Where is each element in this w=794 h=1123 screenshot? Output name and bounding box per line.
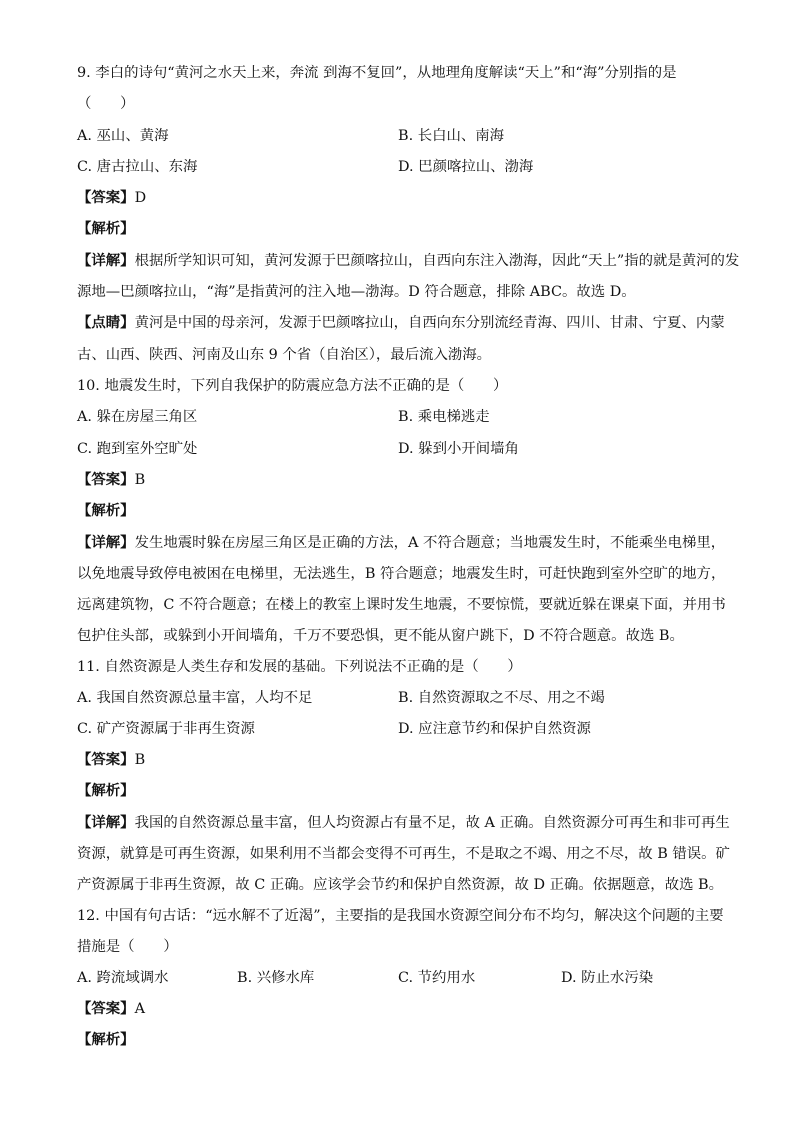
question-10-detail-line-3: 远离建筑物，C 不符合题意；在楼上的教室上课时发生地震，不要惊慌，要就近躲在课桌下面，并用书 [77,597,726,613]
question-12-analysis-tag: 【解析】 [77,1031,135,1048]
question-9-option-a: A. 巫山、黄海 [77,128,169,144]
answer-tag: 【答案】 [77,189,135,206]
question-12-option-b: B. 兴修水库 [237,970,315,986]
answer-value: D [134,190,147,206]
question-11-detail-line-1 [77,813,730,833]
question-12-option-d: D. 防止水污染 [561,970,654,986]
answer-tag: 【答案】 [77,471,135,488]
detail-text: 根据所学知识可知，黄河发源于巴颜喀拉山，自西向东注入渤海，因此“天上”指的就是黄河的发 [134,253,740,269]
question-9-note-line-1 [77,313,725,333]
question-9-option-b: B. 长白山、南海 [398,128,505,144]
question-10-detail-line-4: 包护住头部，或躲到小开间墙角，千万不要恐惧，更不能从窗户跳下，D 不符合题意。故选 B。 [77,628,684,644]
question-11-detail-line-3: 产资源属于非再生资源，故 C 正确。应该学会节约和保护自然资源，故 D 正确。依据题意，故选 B。 [77,877,724,893]
question-10-detail-line-2: 以免地震导致停电被困在电梯里，无法逃生，B 符合题意；地震发生时，可赶快跑到室外空旷的地方， [77,566,726,582]
answer-tag: 【答案】 [77,751,135,768]
question-12-option-a: A. 跨流域调水 [77,970,169,986]
question-10-detail-line-1 [77,533,725,553]
detail-text: 发生地震时躲在房屋三角区是正确的方法，A 不符合题意；当地震发生时，不能乘坐电梯里， [134,535,726,551]
question-11-analysis-tag: 【解析】 [77,782,135,799]
answer-value: B [134,472,146,488]
question-9-note-line-2: 古、山西、陕西、河南及山东 9 个省（自治区），最后流入渤海。 [77,347,492,363]
question-11-option-d: D. 应注意节约和保护自然资源 [398,721,591,737]
detail-tag: 【详解】 [77,252,135,269]
question-11-stem: 11. 自然资源是人类生存和发展的基础。下列说法不正确的是（ ） [77,659,522,675]
note-tag: 【点睛】 [77,314,135,331]
question-10-stem: 10. 地震发生时，下列自我保护的防震应急方法不正确的是（ ） [77,378,508,394]
question-10-analysis-tag: 【解析】 [77,502,135,519]
answer-value: A [134,1001,145,1017]
detail-tag: 【详解】 [77,534,135,551]
question-11-option-c: C. 矿产资源属于非再生资源 [77,721,255,737]
question-11-option-a: A. 我国自然资源总量丰富，人均不足 [77,690,313,706]
question-10-option-a: A. 躲在房屋三角区 [77,409,198,425]
question-12-stem-line-2: 措施是（ ） [77,939,178,955]
question-9-paren: （ ） [77,96,135,112]
question-9-analysis-tag: 【解析】 [77,220,135,237]
question-9-option-d: D. 巴颜喀拉山、渤海 [398,159,534,175]
question-10-option-c: C. 跑到室外空旷处 [77,441,198,457]
question-10-answer [77,470,145,490]
question-9-answer [77,188,146,208]
question-11-detail-line-2: 资源，就算是可再生资源，如果利用不当都会变得不可再生，不是取之不竭、用之不尽，故 B 错误。矿 [77,846,730,862]
question-10-option-b: B. 乘电梯逃走 [398,409,490,425]
question-9-stem: 9. 李白的诗句“黄河之水天上来，奔流 到海不复回”，从地理角度解读“天上”和“海”分别指的是 [77,65,677,81]
question-11-option-b: B. 自然资源取之不尽、用之不竭 [398,690,605,706]
question-9-detail-line-1 [77,251,739,271]
detail-tag: 【详解】 [77,814,135,831]
answer-tag: 【答案】 [77,1000,135,1017]
question-12-stem: 12. 中国有句古话：“远水解不了近渴”，主要指的是我国水资源空间分布不均匀，解决这个问题的主要 [77,908,724,924]
question-9-option-c: C. 唐古拉山、东海 [77,159,198,175]
question-12-answer [77,999,145,1019]
question-9-detail-line-2: 源地—巴颜喀拉山，“海”是指黄河的注入地—渤海。D 符合题意，排除 ABC。故选 D。 [77,284,636,300]
answer-value: B [134,752,146,768]
detail-text: 我国的自然资源总量丰富，但人均资源占有量不足，故 A 正确。自然资源分可再生和非可再生 [134,815,730,831]
question-12-option-c: C. 节约用水 [398,970,476,986]
note-text: 黄河是中国的母亲河，发源于巴颜喀拉山，自西向东分别流经青海、四川、甘肃、宁夏、内蒙 [134,315,725,331]
question-11-answer [77,750,145,770]
question-10-option-d: D. 躲到小开间墙角 [398,441,519,457]
